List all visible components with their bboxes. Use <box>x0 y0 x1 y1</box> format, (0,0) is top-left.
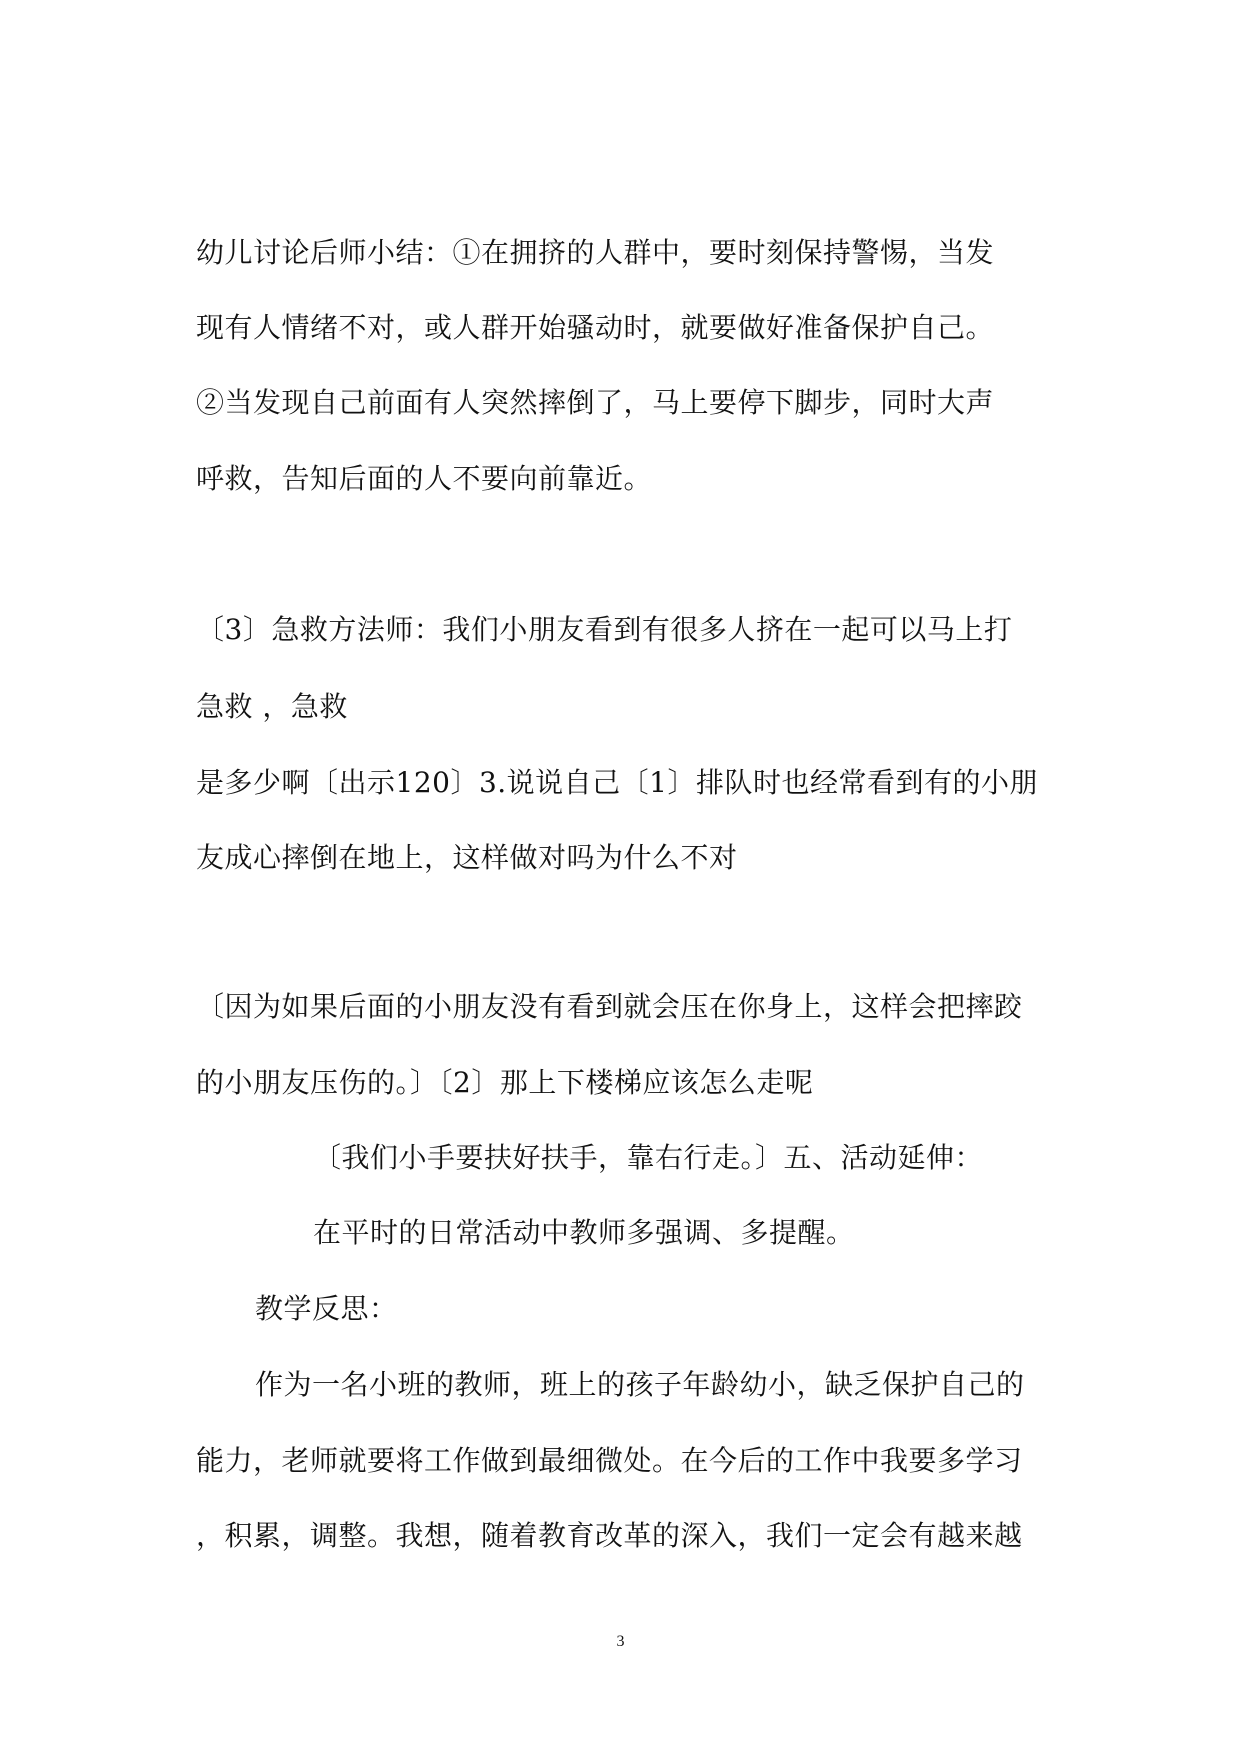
text-line: 在平时的日常活动中教师多强调、多提醒。 <box>313 1216 855 1249</box>
text-line: 〔3〕急救方法师：我们小朋友看到有很多人挤在一起可以马上打 <box>196 613 1013 646</box>
text-line: 〔我们小手要扶好扶手，靠右行走。〕五、活动延伸： <box>313 1141 984 1174</box>
text-line: 的小朋友压伤的。〕〔2〕那上下楼梯应该怎么走呢 <box>196 1066 814 1099</box>
text-line: 友成心摔倒在地上，这样做对吗为什么不对 <box>196 841 738 874</box>
text-line: 急救 ，急救 <box>196 690 348 723</box>
text-line: ②当发现自己前面有人突然摔倒了，马上要停下脚步，同时大声 <box>196 386 995 419</box>
text-line: 幼儿讨论后师小结：①在拥挤的人群中，要时刻保持警惕，当发 <box>196 236 995 269</box>
text-line: 作为一名小班的教师，班上的孩子年龄幼小，缺乏保护自己的 <box>255 1368 1025 1401</box>
text-line: 能力，老师就要将工作做到最细微处。在今后的工作中我要多学习 <box>196 1444 1023 1477</box>
text-line: 呼救，告知后面的人不要向前靠近。 <box>196 462 653 495</box>
text-line: 现有人情绪不对，或人群开始骚动时，就要做好准备保护自己。 <box>196 311 995 344</box>
section-heading: 教学反思： <box>255 1292 398 1325</box>
text-line: 是多少啊〔出示120〕3.说说自己〔1〕排队时也经常看到有的小朋 <box>196 766 1038 799</box>
text-line: ，积累，调整。我想，随着教育改革的深入，我们一定会有越来越 <box>196 1519 1023 1552</box>
page-number: 3 <box>616 1633 625 1650</box>
text-line: 〔因为如果后面的小朋友没有看到就会压在你身上，这样会把摔跤 <box>196 990 1023 1023</box>
